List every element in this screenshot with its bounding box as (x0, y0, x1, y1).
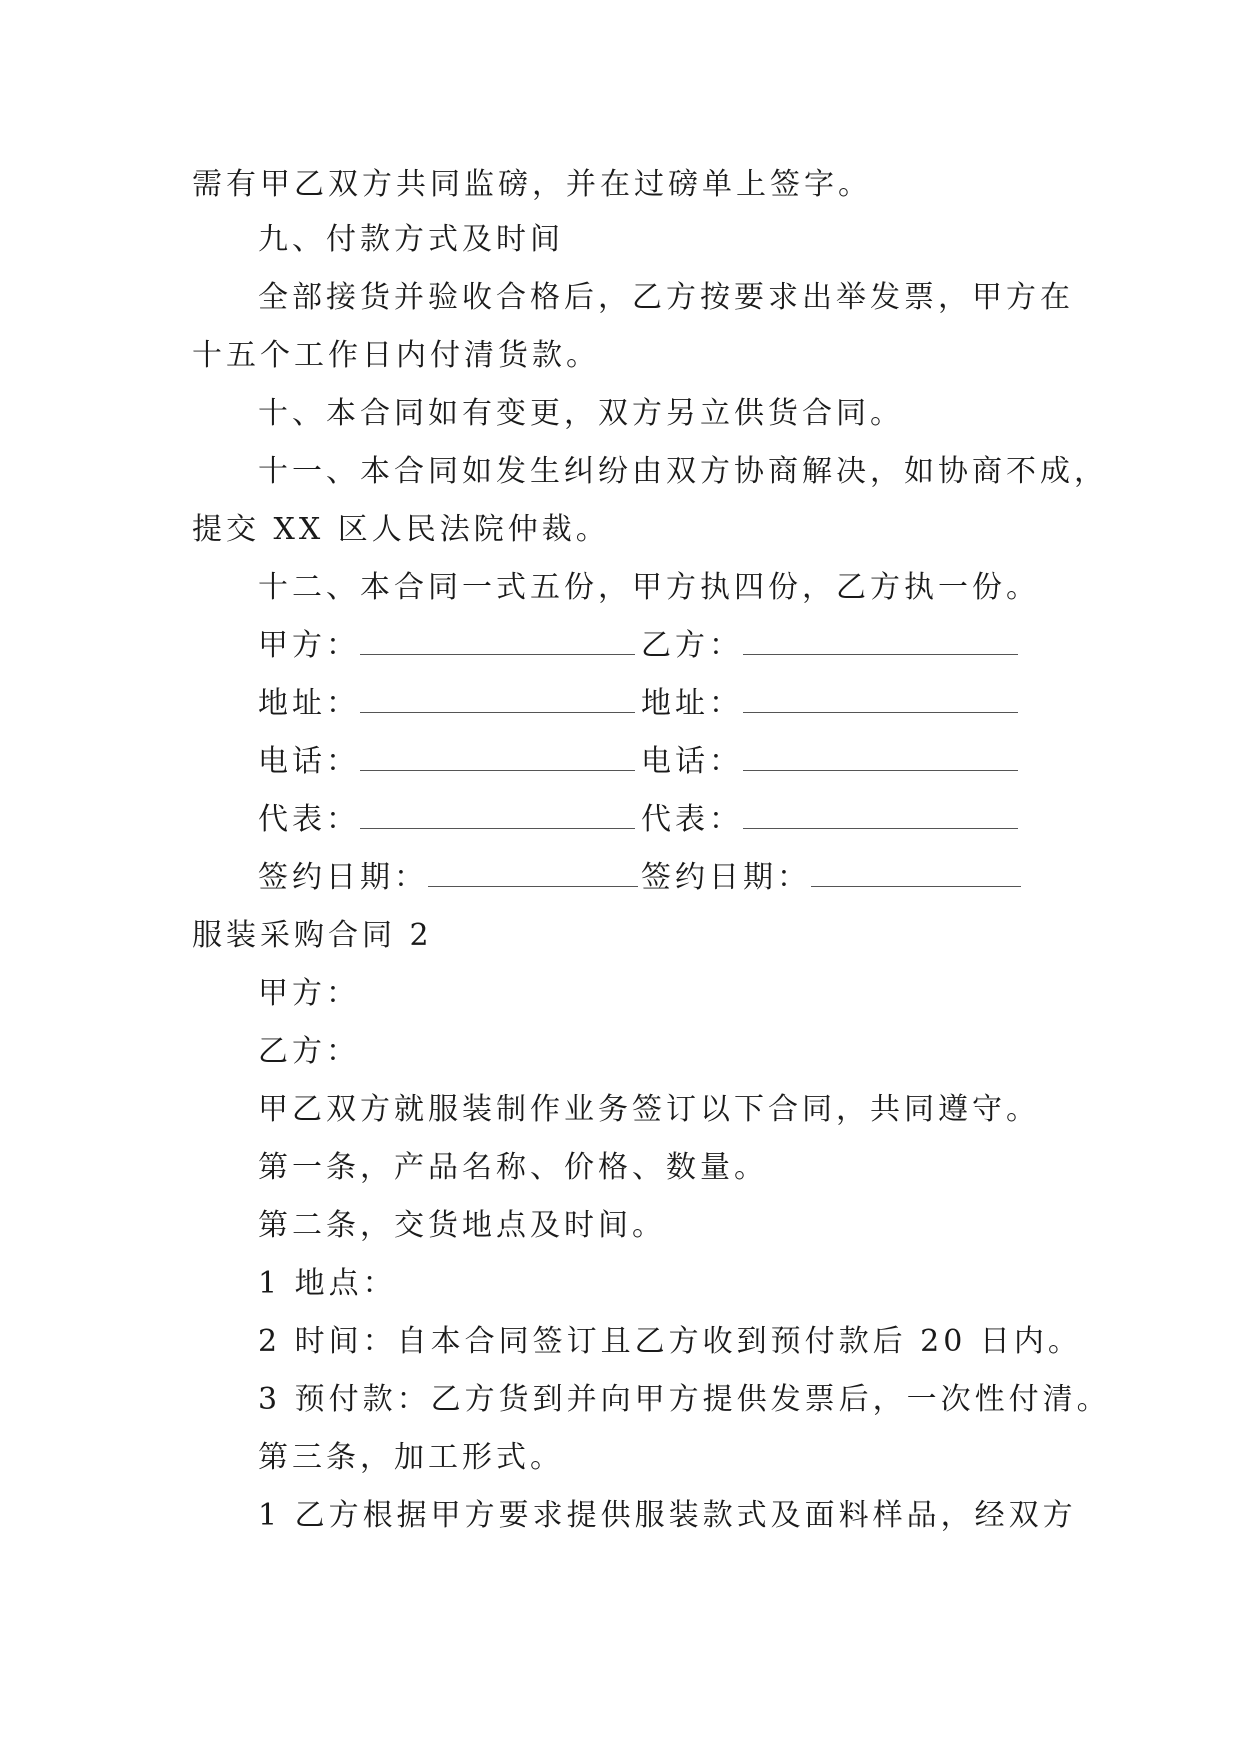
contract2-party-a: 甲方： (258, 976, 360, 1011)
contract2-article-three: 第三条，加工形式。 (258, 1440, 564, 1475)
signature-row-address (258, 684, 1018, 724)
representative-b-label: 代表： (641, 802, 743, 837)
section-eleven: 十一、本合同如发生纠纷由双方协商解决，如协商不成， (258, 454, 1108, 489)
phone-a-label: 电话： (258, 744, 360, 779)
address-a-label: 地址： (258, 686, 360, 721)
signature-row-date (258, 858, 1018, 898)
contract2-processing-item-1: 1 乙方根据甲方要求提供服装款式及面料样品，经双方 (258, 1498, 1077, 1533)
phone-b-blank (743, 742, 1018, 771)
signature-row-phone (258, 742, 1018, 782)
contract2-time: 2 时间：自本合同签订且乙方收到预付款后 20 日内。 (258, 1324, 1082, 1359)
representative-b-blank (743, 800, 1018, 829)
contract2-intro: 甲乙双方就服装制作业务签订以下合同，共同遵守。 (258, 1092, 1040, 1127)
phone-b-label: 电话： (641, 744, 743, 779)
address-b-blank (743, 684, 1018, 713)
section-ten: 十、本合同如有变更，双方另立供货合同。 (258, 396, 904, 431)
contract2-location: 1 地点： (258, 1266, 397, 1301)
sign-date-b-blank (811, 858, 1021, 887)
contract2-party-b: 乙方： (258, 1034, 360, 1069)
section-nine-heading: 九、付款方式及时间 (258, 222, 564, 257)
phone-a-blank (360, 742, 635, 771)
paragraph-weighing: 需有甲乙双方共同监磅，并在过磅单上签字。 (192, 167, 872, 202)
contract2-article-one: 第一条，产品名称、价格、数量。 (258, 1150, 768, 1185)
representative-a-label: 代表： (258, 802, 360, 837)
address-a-blank (360, 684, 635, 713)
address-b-label: 地址： (641, 686, 743, 721)
sign-date-a-blank (428, 858, 638, 887)
paragraph-payment-cont: 十五个工作日内付清货款。 (192, 338, 600, 373)
party-b-label: 乙方： (641, 628, 743, 663)
paragraph-payment: 全部接货并验收合格后，乙方按要求出举发票，甲方在 (258, 280, 1074, 315)
sign-date-b-label: 签约日期： (641, 860, 811, 895)
section-twelve: 十二、本合同一式五份，甲方执四份，乙方执一份。 (258, 570, 1040, 605)
sign-date-a-label: 签约日期： (258, 860, 428, 895)
signature-row-party (258, 626, 1018, 666)
party-a-blank (360, 626, 635, 655)
section-eleven-cont: 提交 XX 区人民法院仲裁。 (192, 512, 610, 547)
contract2-prepayment: 3 预付款：乙方货到并向甲方提供发票后，一次性付清。 (258, 1382, 1111, 1417)
contract2-article-two: 第二条，交货地点及时间。 (258, 1208, 666, 1243)
signature-row-representative (258, 800, 1018, 840)
contract2-title: 服装采购合同 2 (192, 918, 433, 953)
representative-a-blank (360, 800, 635, 829)
party-a-label: 甲方： (258, 628, 360, 663)
party-b-blank (743, 626, 1018, 655)
